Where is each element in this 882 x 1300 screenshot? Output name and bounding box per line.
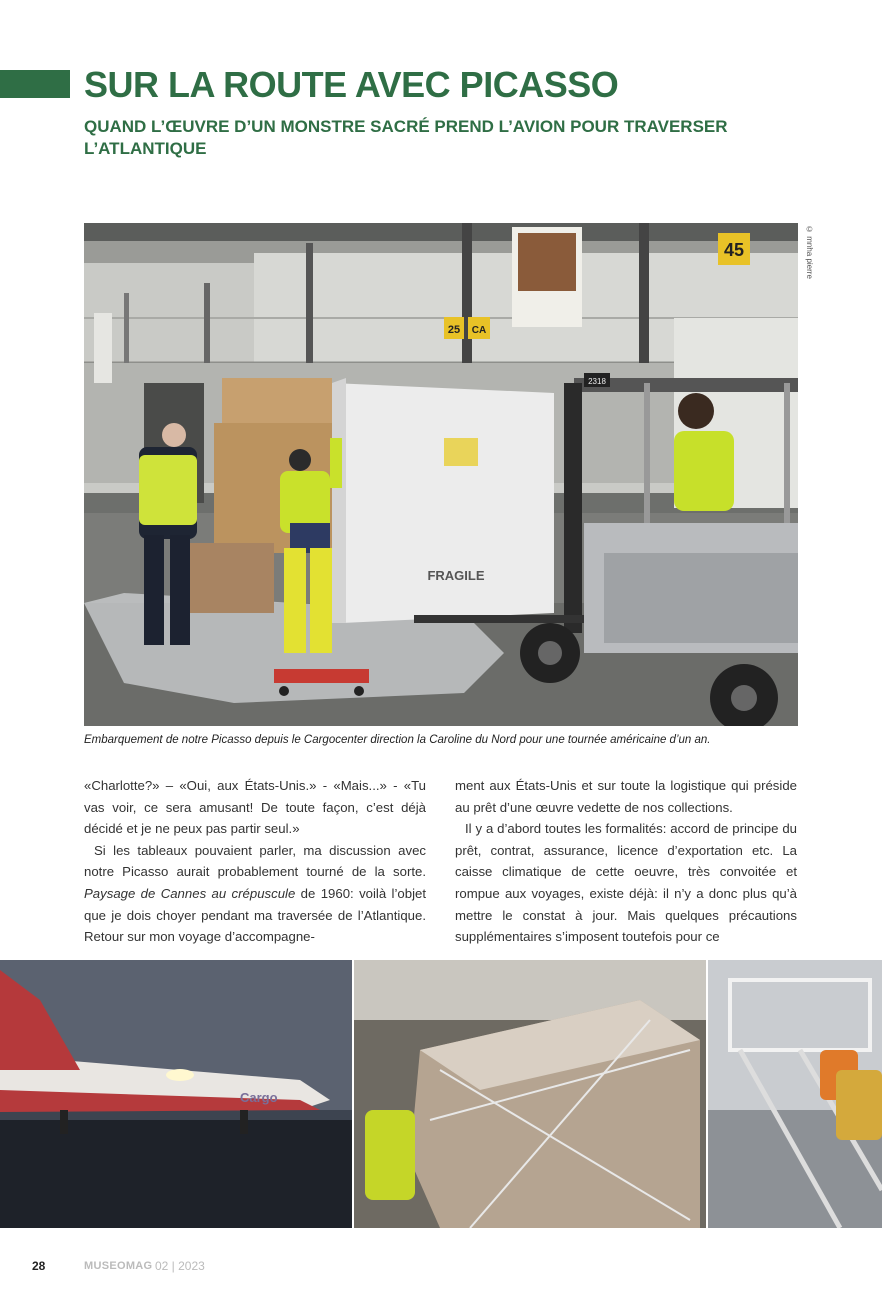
paragraph-formalities: Il y a d’abord toutes les formalités: accord de principe du prêt, contrat, assurance, licence d’exportation etc. La caisse climatique de cette oeuvre, très convoitée et rompue aux voyages, existe déjà: il n’y a donc plus qu’à mettre le constat à jour. Mais quelques précautions supplémentaires s’imposent toutefois pour ce <box>455 821 797 945</box>
article-subtitle: QUAND L’ŒUVRE D’UN MONSTRE SACRÉ PREND L’AVION POUR TRAVERSER L’ATLANTIQUE <box>84 117 728 158</box>
section-color-bar <box>0 70 70 98</box>
photo-cargo-plane <box>0 960 352 1228</box>
text-column-right <box>455 775 797 948</box>
photo-crates-in-hold <box>354 960 706 1228</box>
photo-boarding-stairs <box>708 960 882 1228</box>
photo-caption: Embarquement de notre Picasso depuis le Cargocenter direction la Caroline du Nord pour une tournée américaine d’un an. <box>84 734 711 746</box>
issue-number: 02 | 2023 <box>155 1259 205 1273</box>
bay-sign-45: 45 <box>723 240 745 260</box>
plane-livery: Cargo <box>240 1090 278 1105</box>
photo-credit: © mnha pierre <box>805 225 814 279</box>
paragraph-dialogue: «Charlotte?» – «Oui, aux États-Unis.» - «Mais...» - «Tu vas voir, ce sera amusant! De toute façon, c’est déjà décidé et je ne peux pas partir seul.» <box>84 778 426 837</box>
text-column-left <box>84 775 426 948</box>
article-title: SUR LA ROUTE AVEC PICASSO <box>84 64 619 105</box>
paragraph-picasso: Si les tableaux pouvaient parler, ma discussion avec notre Picasso aurait probablement tourné de la sorte. Paysage de Cannes au crépuscule de 1960: voilà l’objet que je dois choyer pendant ma traversée de l’Atlantique. Retour sur mon voyage d’accompagne- <box>84 842 427 945</box>
crate-fragile-label: FRAGILE <box>427 568 485 583</box>
forklift-number: 2318 <box>588 377 606 386</box>
page-number: 28 <box>32 1259 46 1273</box>
bay-sign-ca: CA <box>471 325 487 336</box>
main-photo-cargocenter <box>84 223 798 726</box>
photo-strip <box>0 960 882 1228</box>
artwork-title: Paysage de Cannes au crépuscule <box>84 885 296 901</box>
page-footer <box>0 1259 882 1277</box>
magazine-name: MUSEOMAG <box>84 1260 153 1272</box>
paragraph-logistics: ment aux États-Unis et sur toute la logistique qui préside au prêt d’une œuvre vedette de nos collections. <box>455 778 797 815</box>
bay-sign-25: 25 <box>447 324 461 336</box>
